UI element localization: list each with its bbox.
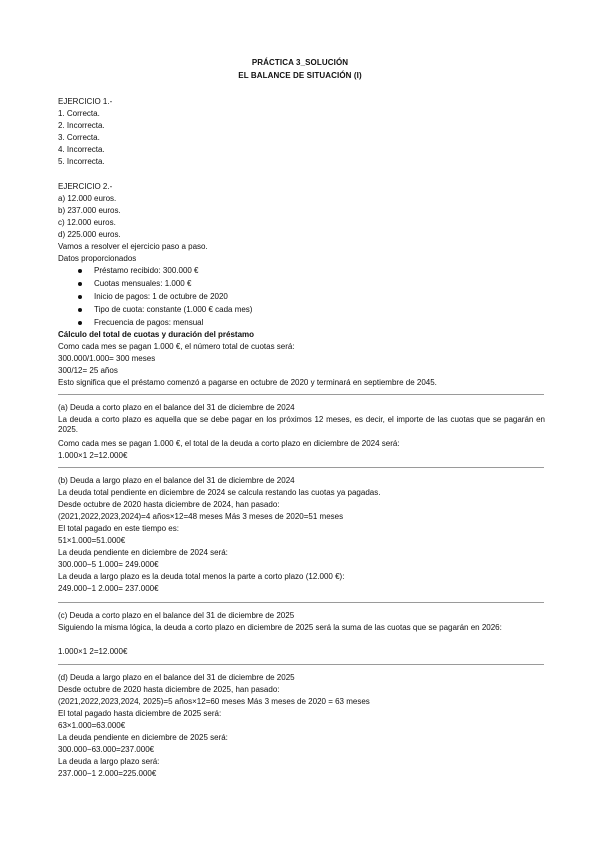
section-c-title: (c) Deuda a corto plazo en el balance del 31 de diciembre de 2025 [58,611,295,620]
section-d-line: La deuda pendiente en diciembre de 2025 será: [58,733,228,742]
calc-line: 300.000/1.000= 300 meses [58,354,156,363]
ejercicio-2-heading: EJERCICIO 2.- [58,182,113,191]
section-d-line: (2021,2022,2023,2024, 2025)=5 años×12=60 meses Más 3 meses de 2020 = 63 meses [58,697,370,706]
section-d-title: (d) Deuda a largo plazo en el balance del 31 de diciembre de 2025 [58,673,295,682]
section-d-line: La deuda a largo plazo será: [58,757,160,766]
section-d-result: 237.000−1 2.000=225.000€ [58,769,157,778]
section-b-line: La deuda pendiente en diciembre de 2024 será: [58,548,228,557]
ej2-answer: a) 12.000 euros. [58,194,117,203]
section-b-line: El total pagado en este tiempo es: [58,524,179,533]
bullet-icon [78,269,82,273]
ej1-answer: 1. Correcta. [58,109,100,118]
section-a-title: (a) Deuda a corto plazo en el balance del 31 de diciembre de 2024 [58,403,295,412]
section-d-line: 63×1.000=63.000€ [58,721,126,730]
section-b-line: La deuda a largo plazo es la deuda total menos la parte a corto plazo (12.000 €): [58,572,345,581]
section-b-result: 249.000−1 2.000= 237.000€ [58,584,159,593]
ejercicio-1-heading: EJERCICIO 1.- [58,97,113,106]
calc-line: 300/12= 25 años [58,366,118,375]
section-a-line: Como cada mes se pagan 1.000 €, el total de la deuda a corto plazo en diciembre de 2024 será: [58,439,400,448]
ej1-answer: 5. Incorrecta. [58,157,105,166]
dato-item: Inicio de pagos: 1 de octubre de 2020 [94,292,228,301]
section-b-line: 300.000−5 1.000= 249.000€ [58,560,159,569]
document-title: PRÁCTICA 3_SOLUCIÓN [251,58,349,67]
ej2-intro: Vamos a resolver el ejercicio paso a paso. [58,242,208,251]
bullet-icon [78,295,82,299]
dato-item: Préstamo recibido: 300.000 € [94,266,199,275]
section-b-line: (2021,2022,2023,2024)=4 años×12=48 meses Más 3 meses de 2020=51 meses [58,512,344,521]
ej2-answer: b) 237.000 euros. [58,206,121,215]
section-b-line: La deuda total pendiente en diciembre de 2024 se calcula restando las cuotas ya pagadas. [58,488,381,497]
document-subtitle: EL BALANCE DE SITUACIÓN (I) [238,71,362,80]
calc-title: Cálculo del total de cuotas y duración del préstamo [58,330,255,339]
ej2-answer: c) 12.000 euros. [58,218,116,227]
calc-line: Esto significa que el préstamo comenzó a pagarse en octubre de 2020 y terminará en septiembre de 2045. [58,378,437,387]
section-c-paragraph: Siguiendo la misma lógica, la deuda a corto plazo en diciembre de 2025 será la suma de las cuotas que se pagarán en 2026: [58,623,502,632]
dato-item: Frecuencia de pagos: mensual [94,318,204,327]
section-divider [58,394,544,395]
ej1-answer: 4. Incorrecta. [58,145,105,154]
section-d-line: 300.000−63.000=237.000€ [58,745,155,754]
section-divider [58,467,544,468]
ej1-answer: 3. Correcta. [58,133,100,142]
section-divider [58,602,544,603]
section-a-result: 1.000×1 2=12.000€ [58,451,128,460]
bullet-icon [78,321,82,325]
bullet-icon [78,308,82,312]
section-b-line: 51×1.000=51.000€ [58,536,126,545]
ej1-answer: 2. Incorrecta. [58,121,105,130]
datos-label: Datos proporcionados [58,254,137,263]
calc-line: Como cada mes se pagan 1.000 €, el número total de cuotas será: [58,342,295,351]
dato-item: Cuotas mensuales: 1.000 € [94,279,192,288]
section-b-line: Desde octubre de 2020 hasta diciembre de 2024, han pasado: [58,500,280,509]
section-b-title: (b) Deuda a largo plazo en el balance del 31 de diciembre de 2024 [58,476,295,485]
section-d-line: El total pagado hasta diciembre de 2025 será: [58,709,222,718]
dato-item: Tipo de cuota: constante (1.000 € cada mes) [94,305,253,314]
ej2-answer: d) 225.000 euros. [58,230,121,239]
bullet-icon [78,282,82,286]
section-divider [58,664,544,665]
section-c-result: 1.000×1 2=12.000€ [58,647,128,656]
section-a-paragraph: La deuda a corto plazo es aquella que se debe pagar en los próximos 12 meses, es decir, el importe de las cuotas que se pagarán en 2025. [58,415,545,434]
section-d-line: Desde octubre de 2020 hasta diciembre de 2025, han pasado: [58,685,280,694]
